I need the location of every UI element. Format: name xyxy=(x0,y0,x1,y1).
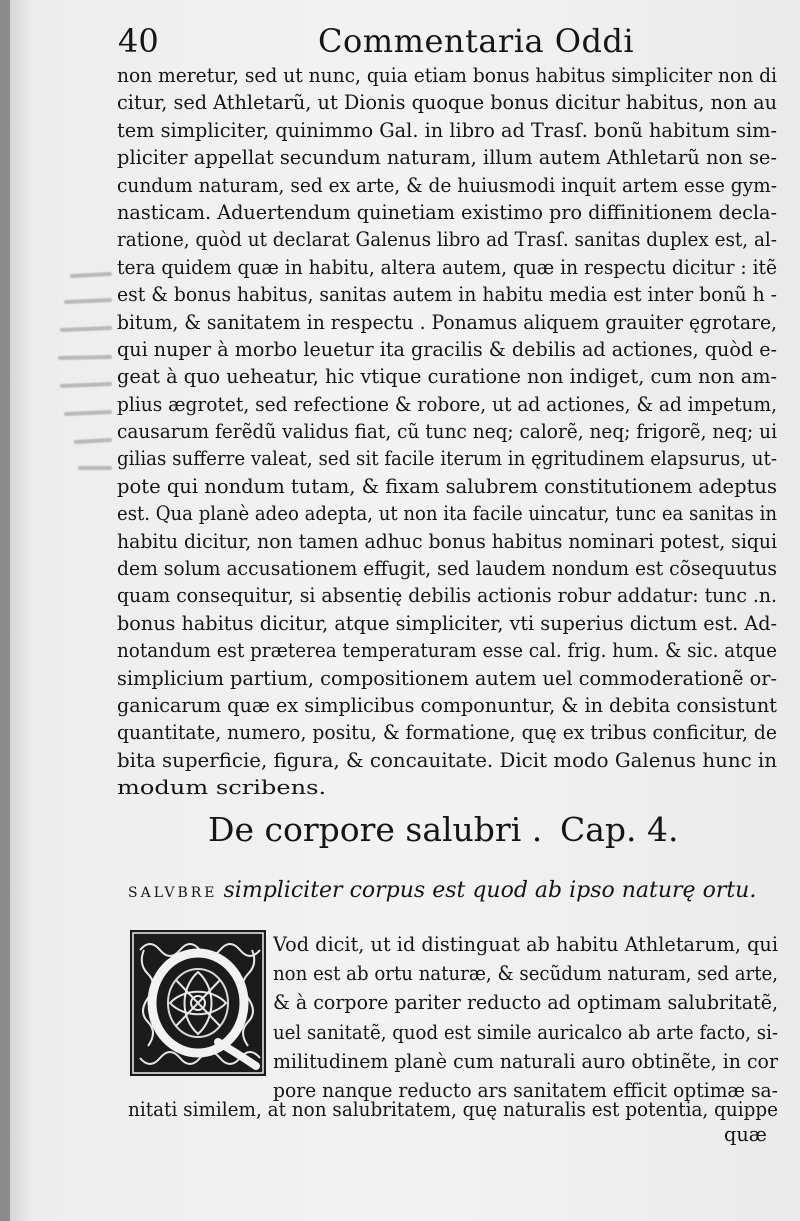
ornamental-initial-q-icon xyxy=(130,930,266,1076)
main-text-block xyxy=(117,62,777,802)
text-line: plius ægrotet, sed refectione & robore, ut ad actiones, & ad impetum, xyxy=(117,392,777,416)
text-line: militudinem planè cum naturali auro obtinẽte, in cor xyxy=(273,1049,778,1073)
chapter-title: De corpore salubri . xyxy=(208,810,543,849)
lemma-text: simpliciter corpus est quod ab ipso naturę ortu. xyxy=(223,878,757,903)
catchword: quæ xyxy=(724,1123,767,1146)
text-line: non meretur, sed ut nunc, quia etiam bonus habitus simpliciter non di xyxy=(117,64,777,87)
text-line: non est ab ortu naturæ, & secũdum naturam, sed arte, xyxy=(273,962,778,986)
text-line: est. Qua planè adeo adepta, ut non ita facile uincatur, tunc ea sanitas in xyxy=(117,502,777,526)
text-line: tera quidem quæ in habitu, altera autem, quæ in respectu dicitur : itẽ xyxy=(117,255,777,279)
text-line: simplicium partium, compositionem autem uel commoderationẽ or- xyxy=(117,666,777,690)
text-line: quam consequitur, si absentię debilis actionis robur addatur: tunc .n. xyxy=(117,584,777,608)
text-line: nasticam. Aduertendum quinetiam existimo pro diffinitionem decla- xyxy=(117,200,777,224)
running-title: Commentaria Oddi xyxy=(318,22,635,60)
text-line: bitum, & sanitatem in respectu . Ponamus aliquem grauiter ęgrotare, xyxy=(117,310,777,334)
text-line: Vod dicit, ut id distinguat ab habitu Athletarum, qui xyxy=(273,933,778,956)
decorated-initial xyxy=(130,930,266,1076)
text-line: modum scribens. xyxy=(117,776,327,800)
page-header xyxy=(118,22,778,62)
chapter-heading xyxy=(208,810,768,858)
chapter-number: Cap. 4. xyxy=(560,810,679,849)
text-line: quantitate, numero, positu, & formatione, quę ex tribus conficitur, de xyxy=(117,721,777,745)
page-number: 40 xyxy=(118,22,159,60)
text-line: habitu dicitur, non tamen adhuc bonus habitus nominari potest, siqui xyxy=(117,529,777,553)
text-line: bita superficie, figura, & concauitate. Dicit modo Galenus hunc in xyxy=(117,748,777,772)
text-line: citur, sed Athletarũ, ut Dionis quoque bonus dicitur habitus, non au xyxy=(117,91,777,115)
bleed-through-margin xyxy=(32,262,112,492)
text-line: ratione, quòd ut declarat Galenus libro ad Trasſ. sanitas duplex est, al- xyxy=(117,228,777,252)
text-line: qui nuper à morbo leuetur ita gracilis & debilis ad actiones, quòd e- xyxy=(117,337,777,361)
text-line: pliciter appellat secundum naturam, illum autem Athletarũ non se- xyxy=(117,146,777,170)
text-line: geat à quo ueheatur, hic vtique curatione non indiget, cum non am- xyxy=(117,365,777,389)
text-line: est & bonus habitus, sanitas autem in habitu media est inter bonũ h - xyxy=(117,283,777,307)
text-line: gilias sufferre valeat, sed sit facile iterum in ęgritudinem elapsurus, ut- xyxy=(117,447,777,471)
text-line: nitati similem, at non salubritatem, quę naturalis est potentia, quippe xyxy=(128,1098,778,1121)
text-line: cundum naturam, sed ex arte, & de huiusmodi inquit artem esse gym- xyxy=(117,173,777,197)
lemma-lead-word: SALVBRE xyxy=(128,885,218,901)
text-line: notandum est præterea temperaturam esse cal. frig. hum. & sic. atque xyxy=(117,639,777,663)
text-line: uel sanitatẽ, quod est simile auricalco ab arte facto, si- xyxy=(273,1020,778,1044)
text-line: & à corpore pariter reducto ad optimam salubritatẽ, xyxy=(273,991,778,1015)
book-page xyxy=(10,0,800,1221)
text-line: tem simpliciter, quinimmo Gal. in libro ad Trasſ. bonũ habitum sim- xyxy=(117,118,777,142)
indented-text-block xyxy=(273,930,778,1105)
text-line: dem solum accusationem effugit, sed laudem nondum est cõsequutus xyxy=(117,557,777,581)
text-line: pore nanque reducto ars sanitatem efficit optimæ sa- xyxy=(273,1078,778,1102)
text-line: ganicarum quæ ex simplicibus componuntur, & in debita consistunt xyxy=(117,693,777,717)
text-line: causarum ferẽdũ validus fiat, cũ tunc neq; calorẽ, neq; frigorẽ, neq; ui xyxy=(117,420,777,444)
lemma-line xyxy=(128,878,778,903)
text-line: bonus habitus dicitur, atque simpliciter, vti superius dictum est. Ad- xyxy=(117,611,777,635)
bleed-through-marks xyxy=(32,262,112,492)
text-line: pote qui nondum tutam, & fixam salubrem constitutionem adeptus xyxy=(117,474,777,498)
continuation-text-block xyxy=(128,1095,778,1124)
